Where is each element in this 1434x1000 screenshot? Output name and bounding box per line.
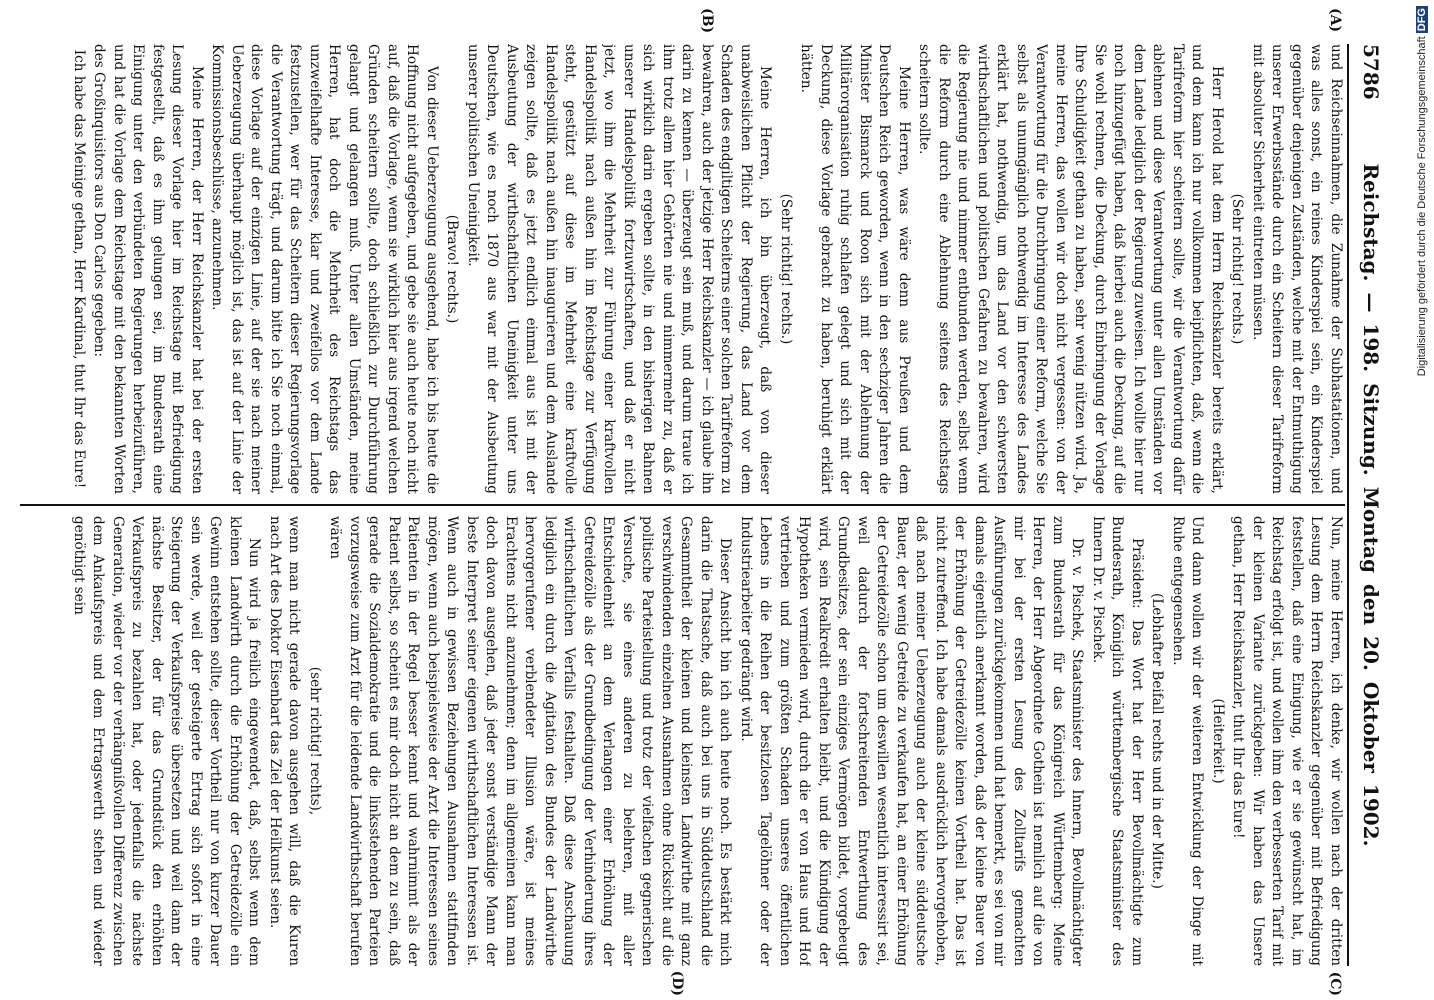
margin-marker-c: (C) — [1327, 971, 1343, 996]
paragraph: Meine Herren, der Herr Reichskanzler hat bei der ersten Lesung dieser Vorlage hier im Reichstage mit Befriedigung festgestellt, daß es ihm gelungen sei, im Bundesrath eine Einigung unter den verbündeten Regierungen herbeizuführen, und hat die Vorlage dem Reichstage mit den bekannten Worten des Großinquisitors aus Don Carlos gegeben: — [91, 44, 205, 494]
paragraph: (Sehr richtig! rechts.) — [778, 193, 794, 345]
digitization-footer — [1416, 0, 1430, 1000]
margin-marker-a: (A) — [1327, 8, 1343, 33]
paragraph: und Reichseinnahmen, die Zunahme der Subhastationen, und was alles sonst, ein reines Kinderspiel sein, ein Kinderspiel gegenüber denjenigen Zuständen, welche mit der Entmuthigung unserer Erwerbsstände durch ein Scheitern dieser Tarifreform mit absoluter Sicherheit eintreten müssen. — [1250, 44, 1344, 494]
page-number: 5786 — [1359, 44, 1383, 100]
paragraph: (Heiterkeit.) — [1210, 698, 1226, 784]
page-header — [1347, 44, 1389, 966]
paragraph: Meine Herren, ich bin überzeugt, daß von dieser unabweislichen Pflicht der Regierung, das Land vor dem Schaden des endgiltigen Scheiterns einer solchen Tarifreform zu bewahren, auch der jetzige Herr Reichskanzler — ich glaube ihn darin zu kennen — überzeugt sein muß, und darum traue ich ihm trotz allem hier Gehörten nie und nimmermehr zu, daß er sich wirklich darin ergeben sollte, in den bisherigen Bahnen unserer Handelspolitik fortzuwirtschaften, und daß er nicht jetzt, wo ihm die Mehrheit zur Führung einer kraftvollen Handelspolitik nach außen hin im Reichstage zur Verfügung steht, gestützt auf diese im Mehrheit eine kraftvolle Handelspolitik nach außen hin inaugurieren und dem Auslande zeigen sollte, daß es jetzt endlich einmal aus ist mit der Ausbeutung der wirthschaftlichen Uneinigkeit unter uns Deutschen, wie es noch 1870 aus war mit der Ausbeutung unserer politischen Uneinigkeit. — [465, 44, 774, 494]
paragraph: (Lebhafter Beifall rechts und in der Mitte.) — [1149, 593, 1166, 889]
text-columns — [20, 44, 1345, 966]
page-title: Reichstag. — 198. Sitzung. Montag den 20. Oktober 1902. — [1359, 163, 1383, 847]
paragraph: Und dann wollen wir der weiteren Entwicklung der Dinge mit Ruhe entgegensehen. — [1170, 516, 1206, 966]
paragraph: Nun, meine Herren, ich denke, wir wollen nach der dritten Lesung dem Herrn Reichskanzler gegenüber mit Befriedigung feststellen, daß eine Einigung, wie er sie gewünscht hat, im Reichstag erfolgt ist, und wollen ihm den verbesserten Tarif mit der kleinen Variante zurückgeben: Wir haben das Unsere gethan, Herr Reichskanzler, thut Ihr das Eure! — [1230, 516, 1344, 966]
left-column — [20, 44, 1345, 494]
paragraph: (Bravo! rechts.) — [444, 214, 461, 324]
margin-marker-b: (B) — [699, 8, 715, 34]
paragraph: Von dieser Ueberzeugung ausgehend, habe ich bis heute die Hoffnung nicht aufgegeben, und gebe sie auch heute noch nicht auf, daß die Vorlage, wenn sie wirklich hier aus irgend welchen Gründen scheitern sollte, doch schließlich zur Durchführung gelangt und gelangen muß. Unter allen Umständen, meine Herren, hat doch die Mehrheit des Reichstags das unzweifelhafte Interesse, klar und zweifellos vor dem Lande festzustellen, wer für das Scheitern dieser Regierungsvorlage die Verantwortung trägt, und darum bitte ich Sie noch einmal, diese Vorlage auf der einzigen Linie, auf der sie nach meiner Ueberzeugung überhaupt möglich ist, das ist auf der Linie der Kommissionsbeschlüsse, anzunehmen. — [209, 44, 440, 494]
paragraph: wenn man nicht gerade davon ausgehen will, daß die Kuren nach Art des Doktor Eisenbart das Ziel der Heilkunst seien. — [267, 516, 303, 966]
paragraph: Dieser Ansicht bin ich auch heute noch. Es bestärkt mich darin die Thatsache, daß auch bei uns in Süddeutschland die Gesammtheit der kleinen und kleinsten Landwirthe mit ganz verschwindenden einzelnen Ausnahmen ohne Rücksicht auf die politische Parteistellung und trotz der vielfachen gegnerischen Versuche, sie eines anderen zu belehren, mit aller Entschiedenheit an dem Verlangen einer Erhöhung der Getreidezölle als der Grundbedingung der Verhinderung ihres wirthschaftlichen Verfalls festhalten. Daß diese Anschauung lediglich ein durch die Agitation des Bundes der Landwirthe hervorgerufener verblendeter Illusion wäre, ist meines Erachtens nicht anzunehmen; denn im allgemeinen kann man doch davon ausgehen, daß jeder sonst verständige Mann der beste Interpret seiner eigenen wirthschaftlichen Interessen ist. Wenn auch in gewissen Beziehungen Ausnahmen stattfinden mögen, wenn auch beispielsweise der Arzt die Interessen seines Patienten in der Regel besser kennt und wahrnimmt als der Patient selbst, so scheint es mir doch nicht an dem zu sein, daß gerade die Sozialdemokratie und die linksstehenden Parteien vorzugsweise zum Arzt für die leidende Landwirthschaft berufen wären — [327, 516, 734, 966]
margin-marker-d: (D) — [669, 970, 685, 996]
paragraph: Präsident: Das Wort hat der Herr Bevollmächtigte zum Bundesrath, Königlich württembergische Staatsminister des Innern Dr. v. Pischek. — [1090, 516, 1145, 966]
footer-text: Digitalisierung gefördert durch die Deutsche Forschungsgemeinschaft — [1416, 36, 1428, 377]
column-divider — [20, 504, 1345, 506]
paragraph: Herr Herold hat dem Herrn Reichskanzler bereits erklärt, und dem kann ich nur vollkommen beipflichten, daß, wenn die Tarifreform hier scheitern sollte, wir die Verantwortung dafür ablehnen und diese Verantwortung unter allen Umständen vor dem Lande lediglich der Regierung zuweisen. Ich wollte hier nur noch hinzugefügt haben, daß hierbei auch die Deckung, auf die Sie wohl rechnen, die Deckung, durch Einbringung der Vorlage Ihre Schuldigkeit gethan zu haben, sehr wenig nützen wird. Ja, meine Herren, das wollen wir doch nicht vergessen: von der Verantwortung für die Durchbringung einer Reform, welche Sie selbst als unumgänglich nothwendig im Interesse des Landes erklärt hat, nothwendig, um das Land vor den schwersten wirthschaftlichen und politischen Gefahren zu bewahren, wird die Regierung nie und nimmer entbunden werden, selbst wenn die Reform durch eine Ablehnung seitens des Reichstags scheitern sollte. — [916, 44, 1225, 494]
paragraph: (Sehr richtig! rechts.) — [1229, 193, 1246, 345]
paragraph: Nun wird ja freilich eingewendet, daß, selbst wenn dem kleinen Landwirth durch die Erhöhung der Getreidezölle ein Gewinn entstehen sollte, dieser Vortheil nur von kurzer Dauer sein werde, weil der gesteigerte Ertrag sich sofort in eine Steigerung der Verkaufspreise übersetzen und weil dann der nächste Besitzer, der für das Grundstück den erhöhten Verkaufspreis zu bezahlen hat, oder jedenfalls die nächste Generation, wieder vor der verhängnißvollen Differenz zwischen dem Ankaufspreis und dem Ertragswerth stehen und wieder genöthigt sein — [71, 516, 263, 966]
dfg-logo: DFG — [1416, 8, 1428, 32]
paragraph: Ich habe das Meinige gethan, Herr Kardinal, thut Ihr das Eure! — [71, 49, 87, 489]
paragraph: Dr. v. Pischek, Staatsminister des Innern, Bevollmächtigter zum Bundesrath für das Königreich Württemberg: Meine Herren, der Herr Abgeordnete Gothein ist nemlich auf die von mir bei der ersten Lesung des Zolltarifs gemachten Ausführungen zurückgekommen und hat bemerkt, es sei von mir damals eigentlich anerkannt worden, daß der kleine Bauer von der Erhöhung der Getreidezölle keinen Vortheil hat. Das ist nicht zutreffend. Ich habe damals ausdrücklich hervorgehoben, daß nach meiner Ueberzeugung auch der kleine süddeutsche Bauer, der wenig Getreide zu verkaufen hat, an einer Erhöhung der Getreidezölle schon um deswillen wesentlich interessirt sei, weil dadurch der fortschreitenden Entwerthung des Grundbesitzes, der sein einziges Vermögen bildet, vorgebeugt wird, sein Realkredit erhalten bleibt, und die Kündigung der Hypotheken vermieden wird, durch die er von Haus und Hof vertrieben und zum größten Schaden unseres öffentlichen Lebens in die Reihen der besitzlosen Tagelöhner oder der Industriearbeiter gedrängt wird. — [738, 516, 1086, 966]
paragraph: Meine Herren, was wäre denn aus Preußen und dem Deutschen Reich geworden, wenn in den sechziger Jahren die Minister Bismarck und Roon sich mit der Ablehnung der Militärorganisation ruhig schlafen gelegt und sich mit der Deckung, diese Vorlage gebracht zu haben, beruhigt erklärt hätten. — [798, 44, 912, 494]
right-column — [20, 516, 1345, 966]
paragraph: (sehr richtig! rechts), — [307, 666, 323, 816]
